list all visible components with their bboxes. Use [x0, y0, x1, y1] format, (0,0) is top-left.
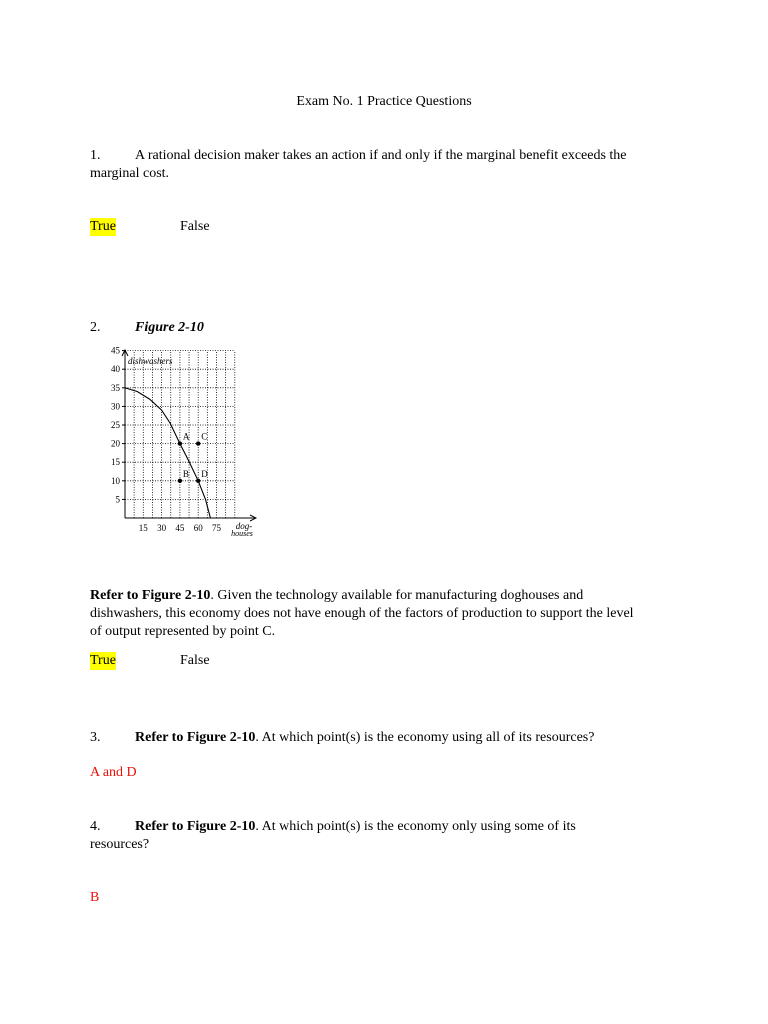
q2-option-false: False	[180, 653, 210, 668]
figure-title: Figure 2-10	[135, 320, 204, 335]
y-tick-label: 10	[111, 475, 120, 486]
y-tick-label: 15	[111, 457, 120, 468]
y-tick-label: 30	[111, 401, 120, 412]
q4-text-line2: resources?	[90, 837, 150, 852]
q3-answer: A and D	[90, 765, 137, 780]
q2-text-line1: . Given the technology available for manufacturing doghouses and	[210, 588, 584, 603]
q1-text-line2: marginal cost.	[90, 166, 170, 181]
q1-text-line1: A rational decision maker takes an action if and only if the marginal benefit exceeds the	[135, 148, 627, 163]
y-axis-label: dishwashers	[128, 356, 173, 366]
q4-text-line1: . At which point(s) is the economy only using some of its	[255, 819, 576, 834]
page-title: Exam No. 1 Practice Questions	[296, 94, 472, 109]
ppf-curve-layer	[125, 388, 210, 518]
q4-text-line1-wrap	[135, 818, 576, 836]
y-tick-label: 20	[111, 438, 120, 449]
chart-labels	[111, 347, 253, 538]
q1-option-true: True	[90, 219, 116, 234]
chart-grid	[125, 351, 235, 518]
q3-question: . At which point(s) is the economy using all of its resources?	[255, 730, 595, 745]
q2-text-line2: dishwashers, this economy does not have enough of the factors of production to support the level	[90, 606, 634, 621]
q4-answer: B	[90, 890, 100, 905]
point-c	[196, 441, 200, 445]
x-tick-label: 75	[212, 523, 221, 533]
x-tick-label: 60	[193, 523, 203, 533]
q2-paragraph	[90, 587, 690, 641]
q3-number: 3.	[90, 730, 101, 745]
point-label-c: C	[201, 431, 208, 442]
q4-number: 4.	[90, 819, 101, 834]
point-a	[178, 441, 182, 445]
q2-option-true: True	[90, 653, 116, 668]
q2-figure-ref: Refer to Figure 2-10	[90, 588, 211, 603]
q1-option-false: False	[180, 219, 210, 234]
q2-number: 2.	[90, 320, 101, 335]
x-tick-label: 45	[175, 523, 185, 533]
point-d	[196, 479, 200, 483]
y-tick-label: 25	[111, 420, 120, 430]
y-tick-label: 45	[111, 347, 120, 356]
y-tick-label: 35	[111, 382, 120, 393]
point-b	[178, 479, 182, 483]
q1-number: 1.	[90, 148, 101, 163]
x-tick-label: 15	[138, 523, 148, 533]
q2-text-line3: of output represented by point C.	[90, 624, 276, 639]
y-tick-label: 40	[111, 364, 120, 375]
q4-figure-ref: Refer to Figure 2-10	[135, 819, 256, 834]
x-tick-label: 30	[157, 523, 167, 533]
ppf-curve	[125, 388, 210, 518]
x-axis-label-line2: houses	[231, 529, 253, 538]
point-label-b: B	[182, 468, 189, 479]
q3-figure-ref: Refer to Figure 2-10	[135, 730, 256, 745]
x-axis-label-line1: dog-	[235, 521, 253, 531]
figure-2-10-chart	[104, 347, 274, 567]
point-label-a: A	[182, 431, 190, 442]
point-label-d: D	[201, 468, 208, 479]
q3-text	[135, 729, 594, 747]
y-tick-label: 5	[115, 494, 120, 505]
